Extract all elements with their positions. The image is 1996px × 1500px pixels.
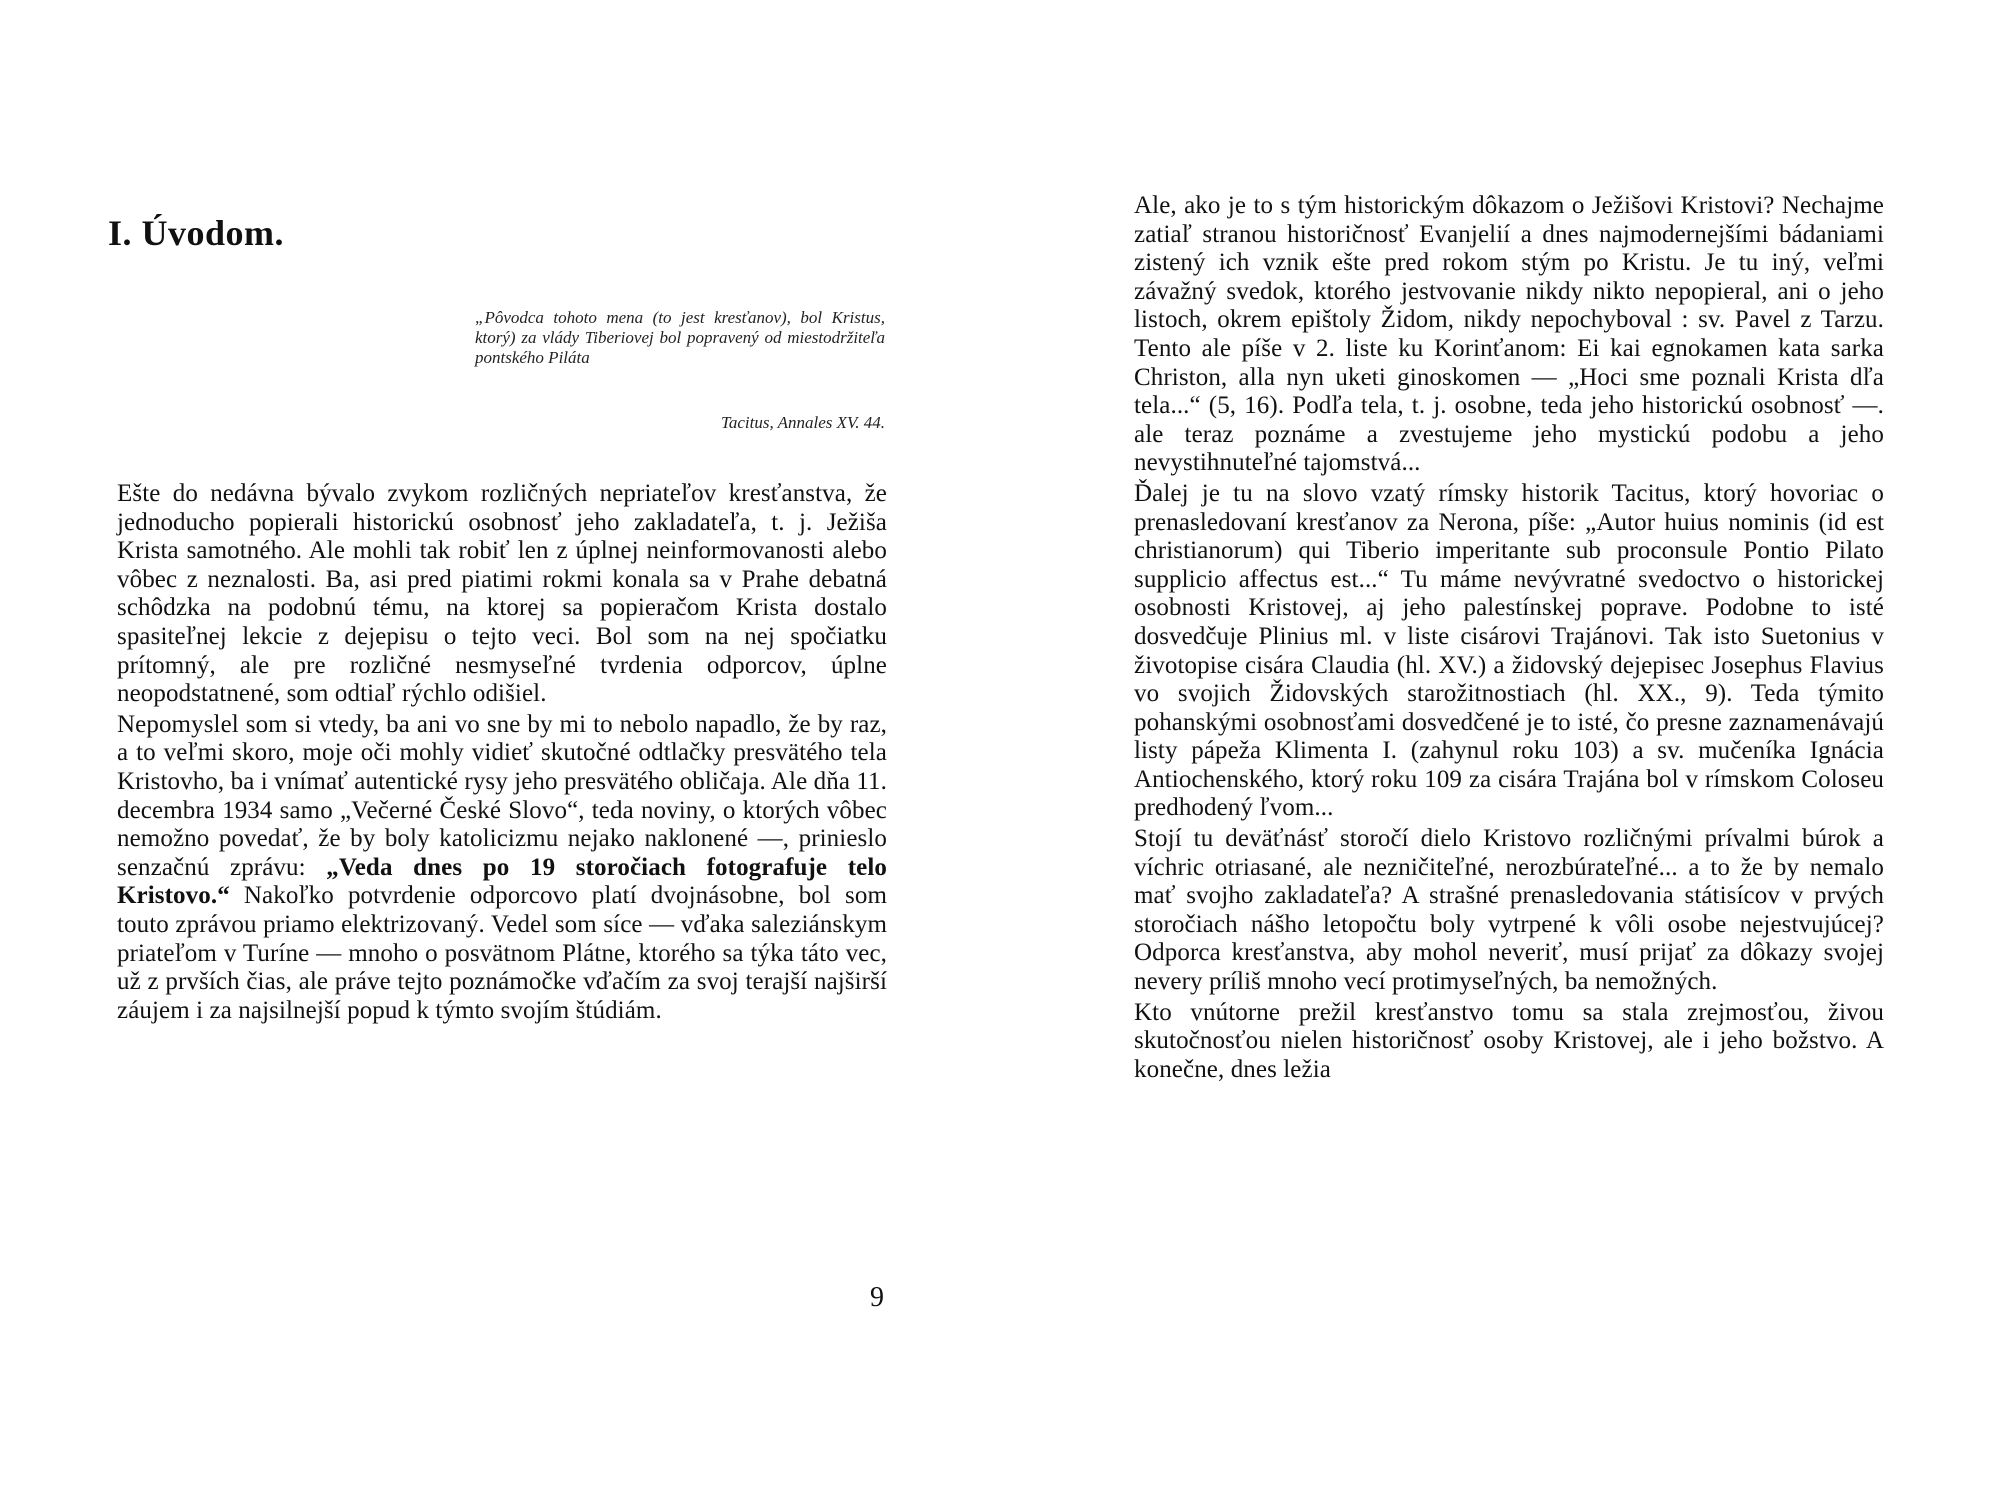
paragraph: Ale, ako je to s tým historickým dôkazom o Ježišovi Kristovi? Nechajme zatiaľ stranou historičnosť Evanjelií a dnes najmodernejšími bádaniami zistený ich vznik ešte pred rokom stým po Kristu. Je tu iný, veľmi závažný svedok, ktorého jestvovanie nikdy nikto nepopieral, ani o jeho listoch, okrem epištoly Židom, nikdy nepochyboval : sv. Pavel z Tarzu. Tento ale píše v 2. liste ku Korinťanom: Ei kai egnokamen kata sarka Christon, alla nyn uketi ginoskomen — „Hoci sme poznali Krista dľa tela...“ (5, 16). Podľa tela, t. j. osobne, teda jeho historickú osobnosť —. ale teraz poznáme a zvestujeme jeho mystickú podobu a jeho nevystihnuteľné tajomstvá... [1134,192,1884,477]
epigraph-source: Tacitus, Annales XV. 44. [720,413,885,432]
bold-headline-quote: „Veda dnes po 19 storočiach fotografuje telo Kristovo.“ [117,853,887,910]
left-page [0,0,990,1500]
paragraph: Stojí tu deväťnásť storočí dielo Kristovo rozličnými prívalmi búrok a víchric otriasané, ale nezničiteľné, nerozbúrateľné... a to že by nemalo mať svojho zakladateľa? A strašné prenasledovania státisícov v prvých storočiach nášho letopočtu boly vytrpené k vôli osobe nejestvujúcej? Odporca kresťanstva, aby mohol neveriť, musí prijať za dôkazy svojej nevery príliš mnoho vecí protimyseľných, ba nemožných. [1134,825,1884,996]
right-body-text [1134,192,1884,1086]
page-number: 9 [870,1282,884,1313]
chapter-title: I. Úvodom. [108,213,285,253]
epigraph-quote: „Pôvodca tohoto mena (to jest kresťanov), bol Kristus, ktorý) za vlády Tiberiovej bol popravený od miestodržiteľa pontského Piláta [475,308,885,367]
right-page [990,0,1996,1500]
paragraph: Ešte do nedávna bývalo zvykom rozličných nepriateľov kresťanstva, že jednoducho popierali historickú osobnosť jeho zakladateľa, t. j. Ježiša Krista samotného. Ale mohli tak robiť len z úplnej neinformovanosti alebo vôbec z neznalosti. Ba, asi pred piatimi rokmi konala sa v Prahe debatná schôdzka na podobnú tému, na ktorej sa popieračom Krista dostalo spasiteľnej lekcie z dejepisu o tejto veci. Bol som na nej spočiatku prítomný, ale pre rozličné nesmyseľné tvrdenia odporcov, úplne neopodstatnené, som odtiaľ rýchlo odišiel. [117,480,887,708]
left-body-text [117,480,887,1027]
paragraph: Ďalej je tu na slovo vzatý rímsky historik Tacitus, ktorý hovoriac o prenasledovaní kresťanov za Nerona, píše: „Autor huius nominis (id est christianorum) qui Tiberio imperitante sub proconsule Pontio Pilato supplicio affectus est...“ Tu máme nevývratné svedoctvo o historickej osobnosti Kristovej, aj jeho palestínskej poprave. Podobne to isté dosvedčuje Plinius ml. v liste cisárovi Trajánovi. Tak isto Suetonius v životopise cisára Claudia (hl. XV.) a židovský dejepisec Josephus Flavius vo svojich Židovských starožitnostiach (hl. XX., 9). Teda týmito pohanskými osobnosťami dosvedčené je to isté, čo presne zaznamenávajú listy pápeža Klimenta I. (zahynul roku 103) a sv. mučeníka Ignácia Antiochenského, ktorý roku 109 za cisára Trajána bol v rímskom Coloseu predhodený ľvom... [1134,479,1884,822]
paragraph: Nepomyslel som si vtedy, ba ani vo sne by mi to nebolo napadlo, že by raz, a to veľmi skoro, moje oči mohly vidieť skutočné odtlačky presvätého tela Kristovho, ba i vnímať autentické rysy jeho presvätého obličaja. Ale dňa 11. decembra 1934 samo „Večerné České Slovo“, teda noviny, o ktorých vôbec nemožno povedať, že by boly katolicizmu nejako naklonené —, prinieslo senzačnú zprávu: „Veda dnes po 19 storočiach fotografuje telo Kristovo.“ Nakoľko potvrdenie odporcovo platí dvojnásobne, bol som touto zprávou priamo elektrizovaný. Vedel som síce — vďaka saleziánskym priateľom v Turíne — mnoho o posvätnom Plátne, ktorého sa týka táto vec, už z prvších čias, ale práve tejto poznámočke vďačím za svoj terajší najširší záujem i za najsilnejší popud k týmto svojím štúdiám. [117,710,887,1024]
paragraph: Kto vnútorne prežil kresťanstvo tomu sa stala zrejmosťou, živou skutočnosťou nielen historičnosť osoby Kristovej, ale i jeho božstvo. A konečne, dnes ležia [1134,998,1884,1083]
